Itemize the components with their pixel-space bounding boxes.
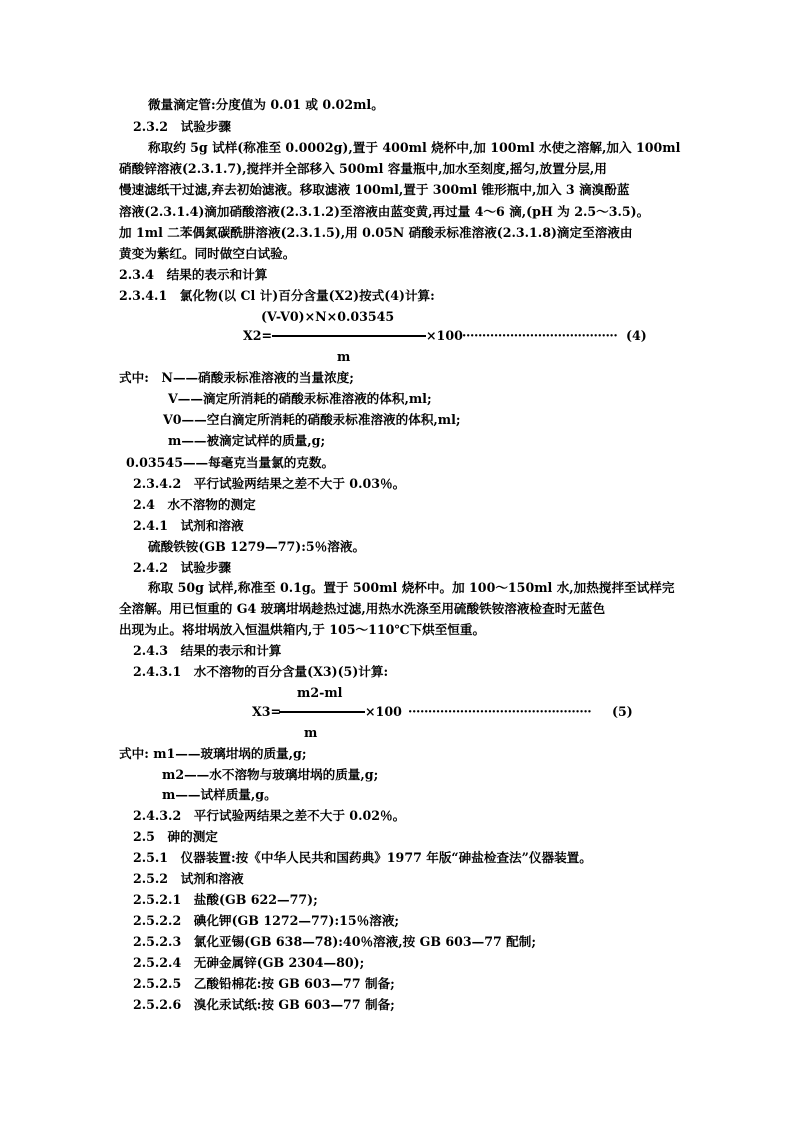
text-line: 加 1ml 二苯偶氮碳酰肼溶液(2.3.1.5),用 0.05N 硝酸汞标准溶液(2.3.1.8)滴定至溶液由 [119, 225, 633, 240]
text-line: m2——水不溶物与玻璃坩埚的质量,g; [162, 767, 379, 782]
formula-5-denominator: m [304, 725, 318, 740]
section-heading: 2.4.3 结果的表示和计算 [133, 643, 282, 658]
text-line: 2.5.2.1 盐酸(GB 622—77); [133, 892, 318, 907]
formula-4-rhs: ×100 [426, 328, 463, 343]
text-line: 硝酸锌溶液(2.3.1.7),搅拌并全部移入 500ml 容量瓶中,加水至刻度,摇匀,放置分层,用 [119, 161, 607, 176]
text-line: 式中: m1——玻璃坩埚的质量,g; [119, 746, 307, 761]
formula-4-leader-dots: ······································· [462, 328, 618, 343]
text-line: 2.4.3.1 水不溶物的百分含量(X3)(5)计算: [133, 664, 389, 679]
formula-4-denominator: m [337, 349, 351, 364]
formula-5-number: (5) [612, 704, 633, 719]
section-heading: 2.3.4 结果的表示和计算 [119, 267, 268, 282]
formula-4-number: (4) [626, 328, 647, 343]
section-heading: 2.4.1 试剂和溶液 [133, 518, 244, 533]
formula-5-rhs: ×100 [365, 704, 402, 719]
text-line: 2.5.2.5 乙酸铅棉花:按 GB 603—77 制备; [133, 976, 395, 991]
text-line: 2.5.2.6 溴化汞试纸:按 GB 603—77 制备; [133, 997, 395, 1012]
section-heading: 2.5.2 试剂和溶液 [133, 871, 244, 886]
formula-5-leader-dots: ·············································· [408, 704, 592, 719]
section-heading: 2.4.2 试验步骤 [133, 560, 232, 575]
text-line: 全溶解。用已恒重的 G4 玻璃坩埚趁热过滤,用热水洗涤至用硫酸铁铵溶液检查时无蓝色 [119, 601, 606, 616]
text-line: 硫酸铁铵(GB 1279—77):5％溶液。 [148, 539, 366, 554]
text-line: 微量滴定管:分度值为 0.01 或 0.02ml。 [148, 97, 384, 112]
text-line: 称取约 5g 试样(称准至 0.0002g),置于 400ml 烧杯中,加 100ml 水使之溶解,加入 100ml [148, 140, 681, 155]
section-heading: 2.4 水不溶物的测定 [133, 497, 256, 512]
text-line: V0——空白滴定所消耗的硝酸汞标准溶液的体积,ml; [163, 412, 461, 427]
text-line: 黄变为紫红。同时做空白试验。 [119, 246, 296, 261]
text-line: 0.03545——每毫克当量氯的克数。 [126, 455, 335, 470]
text-line: 2.5.2.4 无砷金属锌(GB 2304—80); [133, 955, 365, 970]
text-line: 溶液(2.3.1.4)滴加硝酸溶液(2.3.1.2)至溶液由蓝变黄,再过量 4～6 滴,(pH 为 2.5～3.5)。 [119, 204, 650, 219]
text-line: 称取 50g 试样,称准至 0.1g。置于 500ml 烧杯中。加 100～150ml 水,加热搅拌至试样完 [148, 580, 675, 595]
text-line: 2.5.2.2 碘化钾(GB 1272—77):15％溶液; [133, 913, 400, 928]
text-line: 2.4.3.2 平行试验两结果之差不大于 0.02％。 [133, 808, 406, 823]
formula-4-numerator: (V-V0)×N×0.03545 [261, 309, 395, 324]
formula-5-numerator: m2-ml [297, 685, 343, 700]
text-line: 2.5.2.3 氯化亚锡(GB 638—78):40％溶液,按 GB 603—77 配制; [133, 934, 537, 949]
formula-4-fraction-bar [272, 335, 426, 337]
section-heading: 2.5 砷的测定 [133, 829, 218, 844]
formula-5-fraction-bar [279, 711, 365, 713]
text-line: V——滴定所消耗的硝酸汞标准溶液的体积,ml; [168, 391, 432, 406]
formula-5-lhs: X3= [252, 704, 282, 719]
text-line: 慢速滤纸干过滤,弃去初始滤液。移取滤液 100ml,置于 300ml 锥形瓶中,加入 3 滴溴酚蓝 [119, 182, 630, 197]
text-line: 2.3.4.2 平行试验两结果之差不大于 0.03％。 [133, 476, 406, 491]
text-line: m——被滴定试样的质量,g; [168, 433, 326, 448]
text-line: 2.3.4.1 氯化物(以 Cl 计)百分含量(X2)按式(4)计算: [119, 288, 435, 303]
section-heading: 2.3.2 试验步骤 [133, 119, 232, 134]
text-line: 出现为止。将坩埚放入恒温烘箱内,于 105～110℃下烘至恒重。 [119, 622, 486, 637]
text-line: m——试样质量,g。 [162, 787, 277, 802]
text-line: 式中: N——硝酸汞标准溶液的当量浓度; [119, 370, 354, 385]
formula-4-lhs: X2= [243, 328, 273, 343]
text-line: 2.5.1 仪器装置:按《中华人民共和国药典》1977 年版“砷盐检查法”仪器装置。 [133, 850, 592, 865]
